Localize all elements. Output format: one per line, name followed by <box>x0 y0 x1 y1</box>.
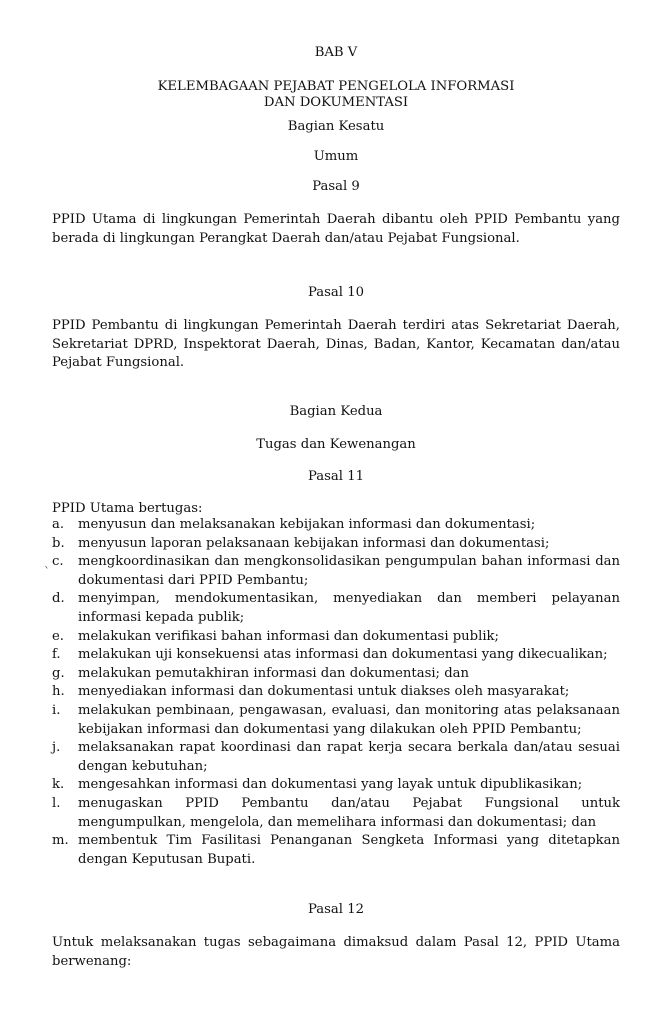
list-marker: k. <box>52 777 65 793</box>
list-marker: g. <box>52 665 65 681</box>
list-item <box>52 665 620 684</box>
duty-list <box>52 516 620 869</box>
chapter-number: BAB V <box>314 45 358 60</box>
article-heading-11: Pasal 11 <box>308 469 364 484</box>
list-marker: b. <box>52 535 65 551</box>
part-heading: Bagian Kedua <box>289 404 383 419</box>
list-item <box>52 739 620 776</box>
list-item-text: mengkoordinasikan dan mengkonsolidasikan pengumpulan bahan informasi dan dokumentasi dari PPID Pembantu; <box>78 554 620 588</box>
article-heading-12: Pasal 12 <box>308 902 364 917</box>
part-title: Tugas dan Kewenangan <box>256 437 416 452</box>
list-item-text: menyusun laporan pelaksanaan kebijakan informasi dan dokumentasi; <box>78 535 550 551</box>
article-text-12: Untuk melaksanakan tugas sebagaimana dimaksud dalam Pasal 12, PPID Utama berwenang: <box>52 935 620 969</box>
list-item <box>52 516 620 535</box>
list-item <box>52 646 620 665</box>
list-item-text: melaksanakan rapat koordinasi dan rapat kerja secara berkala dan/atau sesuai dengan kebutuhan; <box>78 740 620 774</box>
list-item <box>52 776 620 795</box>
chapter-title-line2: DAN DOKUMENTASI <box>263 95 409 110</box>
list-item-text: melakukan uji konsekuensi atas informasi dan dokumentasi yang dikecualikan; <box>78 647 608 663</box>
list-marker: l. <box>52 795 61 811</box>
part-title: Umum <box>313 149 359 164</box>
article-text-9: PPID Utama di lingkungan Pemerintah Daerah dibantu oleh PPID Pembantu yang berada di lingkungan Perangkat Daerah dan/atau Pejabat Fungsional. <box>52 212 620 246</box>
list-item-text: mengesahkan informasi dan dokumentasi yang layak untuk dipublikasikan; <box>78 777 583 793</box>
list-item <box>52 535 620 554</box>
list-marker: m. <box>52 833 69 849</box>
list-marker: e. <box>52 628 64 644</box>
scan-mark: ` <box>44 565 50 579</box>
list-marker: h. <box>52 684 65 700</box>
list-item-text: melakukan pemutakhiran informasi dan dokumentasi; dan <box>78 665 469 681</box>
list-marker: d. <box>52 591 65 607</box>
list-marker: j. <box>52 740 61 756</box>
list-item-text: membentuk Tim Fasilitasi Penanganan Sengketa Informasi yang ditetapkan dengan Keputusan Bupati. <box>78 833 620 867</box>
list-item-text: melakukan verifikasi bahan informasi dan dokumentasi publik; <box>78 628 499 644</box>
list-marker: c. <box>52 554 64 570</box>
article-text-10: PPID Pembantu di lingkungan Pemerintah Daerah terdiri atas Sekretariat Daerah, Sekretariat DPRD, Inspektorat Daerah, Dinas, Badan, Kantor, Kecamatan dan/atau Pejabat Fungsional. <box>52 318 620 371</box>
list-item <box>52 683 620 702</box>
list-item-text: melakukan pembinaan, pengawasan, evaluasi, dan monitoring atas pelaksanaan kebijakan informasi dan dokumentasi yang dilakukan oleh PPID Pembantu; <box>78 702 620 737</box>
list-item-text: menugaskan PPID Pembantu dan/atau Pejabat Fungsional untuk mengumpulkan, mengelola, dan memelihara informasi dan dokumentasi; dan <box>78 795 620 830</box>
list-marker: a. <box>52 517 65 532</box>
list-item <box>52 553 620 590</box>
article-heading-10: Pasal 10 <box>308 285 364 300</box>
article-heading-9: Pasal 9 <box>312 179 360 194</box>
list-item <box>52 832 620 869</box>
list-item-text: menyimpan, mendokumentasikan, menyediakan dan memberi pelayanan informasi kepada publik; <box>78 591 620 625</box>
list-item <box>52 795 620 832</box>
chapter-title-line1: KELEMBAGAAN PEJABAT PENGELOLA INFORMASI <box>157 79 515 94</box>
article-intro-11: PPID Utama bertugas: <box>52 501 203 516</box>
list-item <box>52 702 620 739</box>
list-marker: i. <box>52 702 61 718</box>
part-heading: Bagian Kesatu <box>287 119 385 134</box>
list-item <box>52 628 620 647</box>
list-item <box>52 590 620 627</box>
list-item-text: menyusun dan melaksanakan kebijakan informasi dan dokumentasi; <box>78 517 536 532</box>
list-item-text: menyediakan informasi dan dokumentasi untuk diakses oleh masyarakat; <box>78 684 570 700</box>
list-marker: f. <box>52 647 61 663</box>
